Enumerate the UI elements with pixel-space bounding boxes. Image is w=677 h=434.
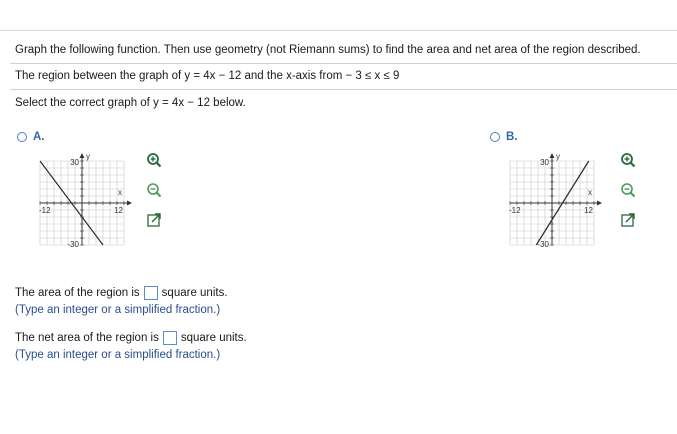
zoom-out-icon[interactable] [146, 182, 162, 198]
area-answer-row [15, 286, 228, 300]
y-max-label: 30 [540, 158, 549, 167]
x-axis-arrow [127, 201, 132, 206]
area-input[interactable] [144, 286, 158, 300]
option-a-radio[interactable] [17, 132, 27, 142]
x-max-label: 12 [584, 206, 593, 215]
option-a-label: A. [33, 131, 45, 143]
option-b-radio[interactable] [490, 132, 500, 142]
x-min-label: -12 [39, 206, 51, 215]
x-axis-label: x [588, 188, 592, 197]
top-bar [0, 0, 677, 31]
net-area-hint: (Type an integer or a simplified fraction.) [15, 349, 221, 361]
divider [10, 63, 677, 64]
zoom-in-icon[interactable] [620, 152, 636, 168]
select-prompt: Select the correct graph of y = 4x − 12 below. [15, 97, 246, 109]
x-min-label: -12 [509, 206, 521, 215]
question-region: The region between the graph of y = 4x − 12 and the x-axis from − 3 ≤ x ≤ 9 [15, 70, 400, 82]
option-a-graph [28, 151, 138, 261]
zoom-out-icon[interactable] [620, 182, 636, 198]
x-axis-arrow [597, 201, 602, 206]
net-area-prefix: The net area of the region is [15, 332, 159, 344]
y-axis-label: y [556, 152, 560, 161]
net-area-input[interactable] [163, 331, 177, 345]
enlarge-icon[interactable] [620, 212, 636, 228]
divider [10, 89, 677, 90]
y-axis-label: y [86, 152, 90, 161]
area-suffix: square units. [161, 287, 228, 299]
option-a[interactable] [17, 131, 45, 143]
option-b[interactable] [490, 131, 518, 143]
area-prefix: The area of the region is [15, 287, 140, 299]
area-hint: (Type an integer or a simplified fraction.) [15, 304, 221, 316]
net-area-suffix: square units. [180, 332, 247, 344]
question-instruction: Graph the following function. Then use geometry (not Riemann sums) to find the area and net area of the region described. [15, 44, 641, 56]
x-axis-label: x [118, 188, 122, 197]
y-axis-arrow [80, 153, 85, 158]
zoom-in-icon[interactable] [146, 152, 162, 168]
enlarge-icon[interactable] [146, 212, 162, 228]
option-b-label: B. [506, 131, 518, 143]
option-b-graph [498, 151, 608, 261]
y-min-label: -30 [537, 240, 549, 249]
x-max-label: 12 [114, 206, 123, 215]
y-max-label: 30 [70, 158, 79, 167]
net-area-answer-row [15, 331, 247, 345]
y-min-label: -30 [67, 240, 79, 249]
y-axis-arrow [550, 153, 555, 158]
